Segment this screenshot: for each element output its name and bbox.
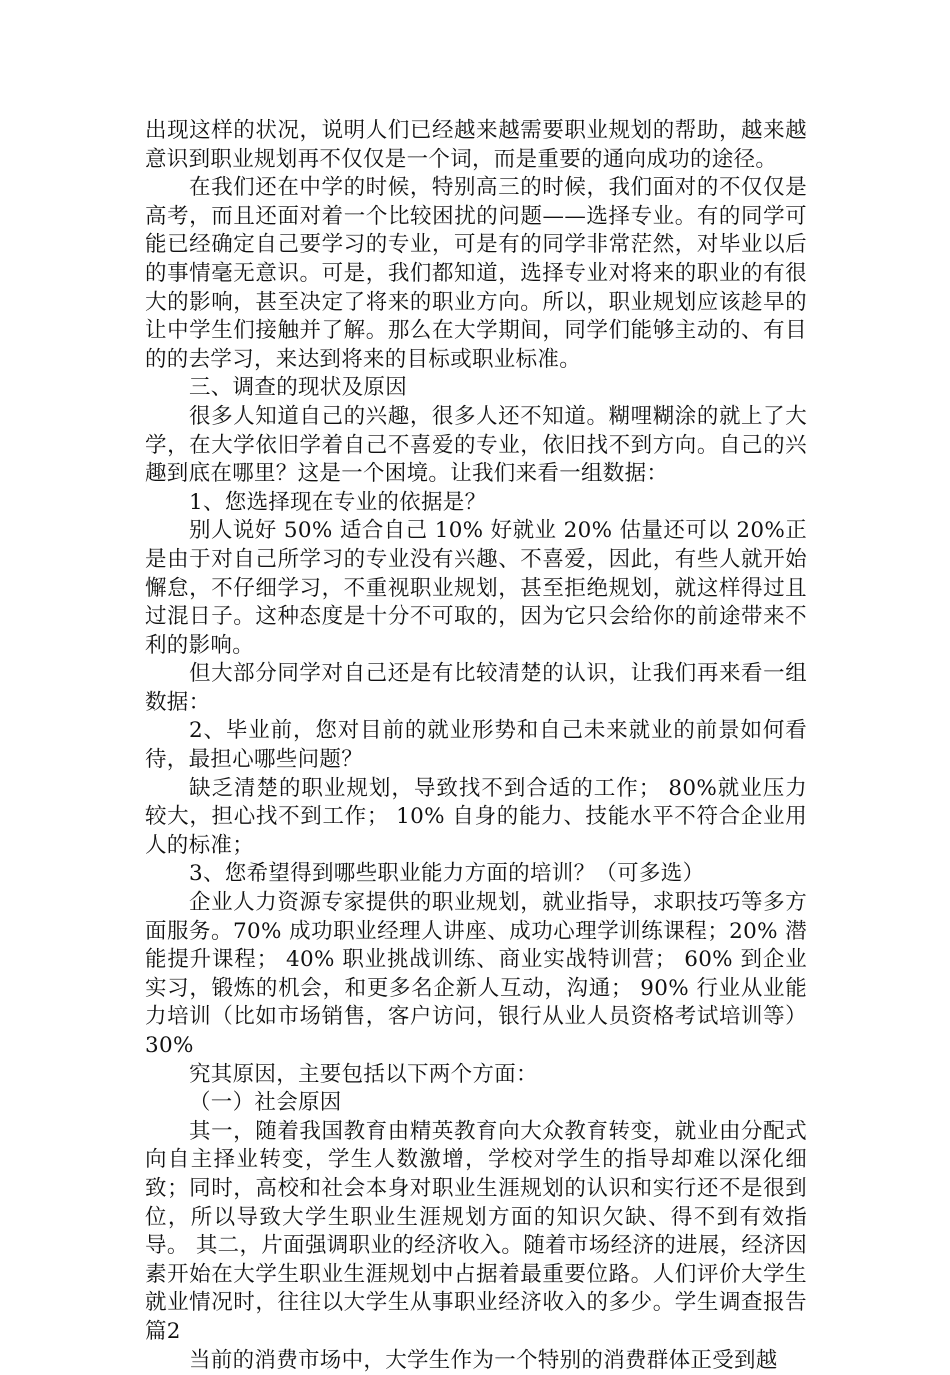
paragraph: 企业人力资源专家提供的职业规划，就业指导，求职技巧等多方面服务。70% 成功职业经理人讲座、成功心理学训练课程；20% 潜能提升课程； 40% 职业挑战训练、商业实战特训营； 60% 到企业实习，锻炼的机会，和更多名企新人互动，沟通； 90% 行业从业能力培训（比如市场销售，客户访问，银行从业人员资格考试培训等）30% — [145, 890, 807, 1058]
paragraph: 很多人知道自己的兴趣，很多人还不知道。糊哩糊涂的就上了大学，在大学依旧学着自己不喜爱的专业，依旧找不到方向。自己的兴趣到底在哪里？这是一个困境。让我们来看一组数据： — [145, 403, 807, 487]
section-heading: 三、调查的现状及原因 — [189, 375, 408, 401]
survey-question: 1、您选择现在专业的依据是？ — [189, 489, 487, 515]
paragraph: 究其原因，主要包括以下两个方面： — [189, 1061, 538, 1087]
paragraph: 当前的消费市场中，大学生作为一个特别的消费群体正受到越 — [189, 1347, 778, 1373]
survey-question: 3、您希望得到哪些职业能力方面的培训？（可多选） — [189, 861, 705, 887]
body-text — [145, 117, 807, 1375]
paragraph: 其一，随着我国教育由精英教育向大众教育转变，就业由分配式向自主择业转变，学生人数激增，学校对学生的指导却难以深化细致；同时，高校和社会本身对职业生涯规划的认识和实行还不是很到位，所以导致大学生职业生涯规划方面的知识欠缺、得不到有效指导。 其二，片面强调职业的经济收入。随着市场经济的进展，经济因素开始在大学生职业生涯规划中占据着最重要位路。人们评价大学生就业情况时，往往以大学生从事职业经济收入的多少。学生调查报告 篇2 — [145, 1118, 807, 1344]
survey-question: 2、毕业前，您对目前的就业形势和自己未来就业的前景如何看待，最担心哪些问题？ — [145, 718, 807, 773]
paragraph: 别人说好 50% 适合自己 10% 好就业 20% 估量还可以 20%正是由于对自己所学习的专业没有兴趣、不喜爱，因此，有些人就开始懈怠，不仔细学习，不重视职业规划，甚至拒绝规划，就这样得过且过混日子。这种态度是十分不可取的，因为它只会给你的前途带来不利的影响。 — [145, 518, 807, 658]
paragraph: 在我们还在中学的时候，特别高三的时候，我们面对的不仅仅是高考，而且还面对着一个比较困扰的问题——选择专业。有的同学可能已经确定自己要学习的专业，可是有的同学非常茫然，对毕业以后的事情毫无意识。可是，我们都知道，选择专业对将来的职业的有很大的影响，甚至决定了将来的职业方向。所以，职业规划应该趁早的让中学生们接触并了解。那么在大学期间，同学们能够主动的、有目的的去学习，来达到将来的目标或职业标准。 — [145, 175, 807, 372]
paragraph: 但大部分同学对自己还是有比较清楚的认识，让我们再来看一组数据： — [145, 661, 807, 715]
paragraph: 缺乏清楚的职业规划，导致找不到合适的工作； 80%就业压力较大，担心找不到工作； 10% 自身的能力、技能水平不符合企业用人的标准； — [145, 775, 807, 858]
subsection-heading: （一）社会原因 — [189, 1090, 342, 1116]
paragraph: 出现这样的状况，说明人们已经越来越需要职业规划的帮助，越来越意识到职业规划再不仅仅是一个词，而是重要的通向成功的途径。 — [145, 118, 807, 172]
